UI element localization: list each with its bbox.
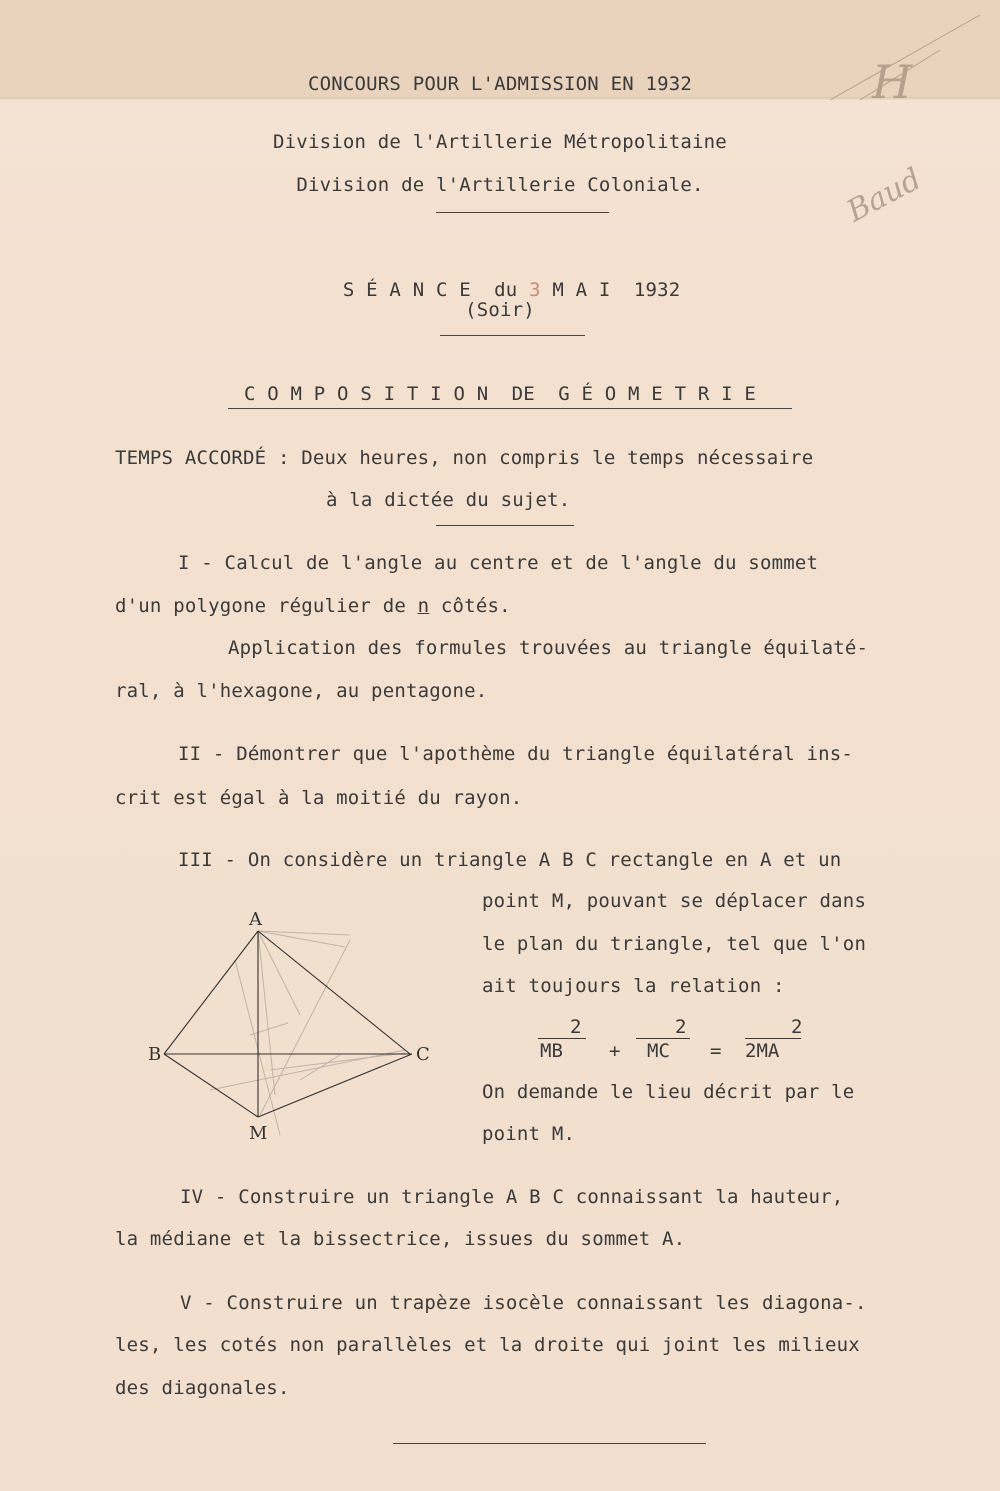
- q1-variable-n: n: [417, 595, 430, 617]
- edge-mc: [258, 1054, 412, 1117]
- closing-divider: [393, 1443, 706, 1444]
- seance-day: 3: [529, 279, 541, 301]
- formula-exp-3: 2: [791, 1016, 803, 1038]
- q3-line-1: III - On considère un triangle A B C rectangle en A et un: [178, 849, 842, 871]
- q3-line-6: point M.: [482, 1123, 576, 1145]
- composition-title: C O M P O S I T I O N DE G É O M E T R I E: [243, 383, 757, 405]
- q3-line-3: le plan du triangle, tel que l'on: [482, 933, 867, 955]
- formula-bar-2: [636, 1038, 690, 1039]
- corner-mark-text: H: [872, 55, 913, 109]
- division-coloniale: Division de l'Artillerie Coloniale.: [296, 174, 704, 196]
- seance-line: [0, 257, 1000, 301]
- q1-line-1: I - Calcul de l'angle au centre et de l'angle du sommet: [178, 552, 819, 574]
- formula-plus: +: [609, 1040, 621, 1062]
- formula-den-2: MC: [647, 1040, 670, 1062]
- formula-equals: =: [710, 1040, 722, 1062]
- label-m: M: [249, 1123, 268, 1144]
- formula-exp-2: 2: [675, 1016, 687, 1038]
- q1-line-3: Application des formules trouvées au triangle équilaté-: [228, 637, 869, 659]
- q5-line-3: des diagonales.: [115, 1377, 290, 1399]
- q1-line-2: [115, 595, 511, 617]
- q2-line-1: II - Démontrer que l'apothème du triangle équilatéral ins-: [178, 743, 854, 765]
- edge-bm: [164, 1054, 258, 1117]
- seance-prefix: S É A N C E du: [342, 279, 530, 301]
- label-b: B: [148, 1044, 162, 1065]
- q5-line-1: V - Construire un trapèze isocèle connaissant les diagona-.: [180, 1292, 867, 1314]
- label-c: C: [416, 1044, 430, 1065]
- edge-ac: [258, 931, 410, 1054]
- formula-den-1: MB: [540, 1040, 563, 1062]
- label-a: A: [249, 909, 262, 930]
- divider-3: [436, 525, 574, 526]
- q1-line-2-post: côtés.: [429, 595, 511, 617]
- q1-line-2-pre: d'un polygone régulier de: [115, 595, 418, 617]
- q3-line-4: ait toujours la relation :: [482, 975, 785, 997]
- division-metropolitaine: Division de l'Artillerie Métropolitaine: [273, 131, 727, 153]
- formula-den-3: 2MA: [745, 1040, 780, 1062]
- q1-line-4: ral, à l'hexagone, au pentagone.: [115, 680, 488, 702]
- concours-title: CONCOURS POUR L'ADMISSION EN 1932: [307, 73, 693, 95]
- q4-line-2: la médiane et la bissectrice, issues du sommet A.: [115, 1228, 686, 1250]
- formula-bar-3: [745, 1038, 801, 1039]
- title-underline: [228, 408, 792, 409]
- q4-line-1: IV - Construire un triangle A B C connaissant la hauteur,: [180, 1186, 844, 1208]
- q5-line-2: les, les cotés non parallèles et la droite qui joint les milieux: [115, 1334, 860, 1356]
- corner-pencil-mark: [820, 10, 990, 110]
- triangle-ink-lines: [164, 931, 412, 1117]
- q3-line-2: point M, pouvant se déplacer dans: [482, 890, 867, 912]
- divider-1: [436, 212, 609, 213]
- temps-line-1: TEMPS ACCORDÉ : Deux heures, non compris le temps nécessaire: [115, 447, 814, 469]
- seance-suffix: M A I 1932: [540, 279, 681, 301]
- edge-ab: [164, 931, 258, 1054]
- divider-2: [440, 335, 585, 336]
- formula-bar-1: [538, 1038, 586, 1039]
- triangle-figure: [140, 905, 460, 1155]
- seance-period: (Soir): [465, 299, 535, 321]
- handwritten-margin-note: Baud: [841, 161, 928, 230]
- q3-line-5: On demande le lieu décrit par le: [482, 1081, 855, 1103]
- temps-line-2: à la dictée du sujet.: [326, 489, 571, 511]
- formula-exp-1: 2: [570, 1016, 582, 1038]
- q2-line-2: crit est égal à la moitié du rayon.: [115, 787, 523, 809]
